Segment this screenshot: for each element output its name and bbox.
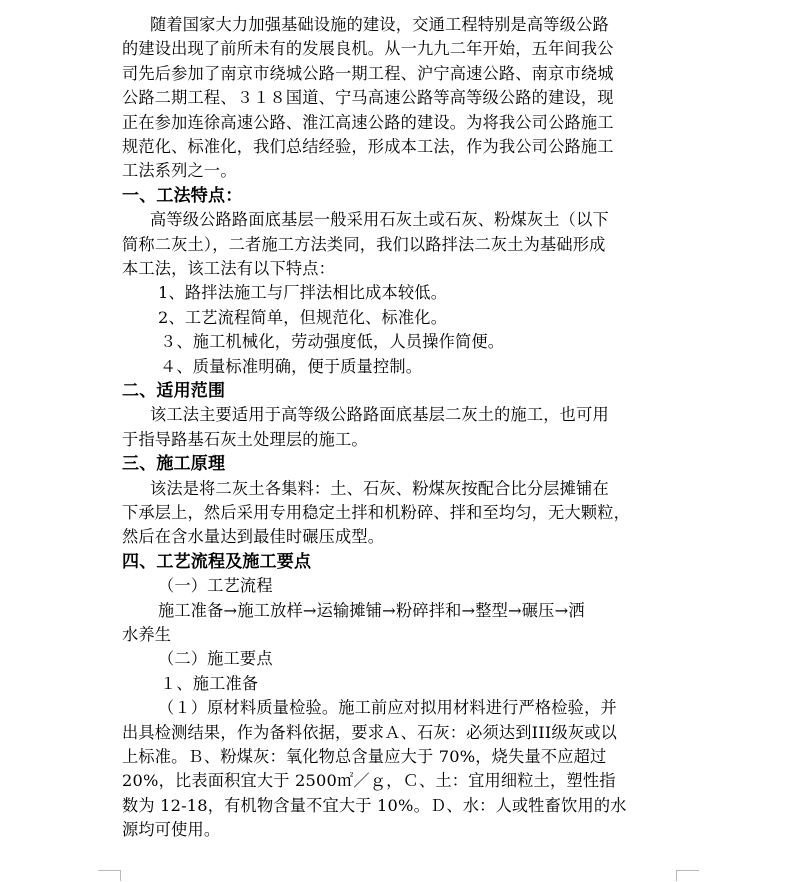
text-line: 源均可使用。 (122, 820, 221, 840)
text-line: 司先后参加了南京市绕城公路一期工程、沪宁高速公路、南京市绕城 (122, 63, 614, 83)
text-line: 该工法主要适用于高等级公路路面底基层二灰土的施工，也可用 (150, 405, 609, 425)
text-line: 工法系列之一。 (122, 161, 237, 181)
text-line: 的建设出现了前所未有的发展良机。从一九九二年开始，五年间我公 (122, 39, 614, 59)
text-line: 该法是将二灰土各集料：土、石灰、粉煤灰按配合比分层摊铺在 (150, 478, 609, 498)
text-line: 规范化、标准化，我们总结经验，形成本工法，作为我公司公路施工 (122, 137, 614, 156)
text-line: 水养生 (122, 625, 172, 644)
text-line: 随着国家大力加强基础设施的建设，交通工程特别是高等级公路 (150, 15, 609, 34)
text-line: 高等级公路路面底基层一般采用石灰土或石灰、粉煤灰土（以下 (150, 210, 609, 230)
text-line: 然后在含水量达到最佳时碾压成型。 (122, 527, 385, 547)
page-corner-mark-left (98, 870, 121, 881)
text-line: 本工法，该工法有以下特点： (122, 259, 336, 278)
section-heading: 四、工艺流程及施工要点 (122, 551, 312, 572)
text-line: 下承层上，然后采用专用稳定土拌和机粉碎、拌和至均匀，无大颗粒， (122, 503, 631, 522)
text-line: 1、路拌法施工与厂拌法相比成本较低。 (158, 283, 448, 303)
text-line: ３、施工机械化，劳动强度低，人员操作简便。 (160, 332, 505, 352)
page-corner-mark-right (676, 870, 699, 881)
text-line: 上标准。Ｂ、粉煤灰：氧化物总含量应大于 70%，烧失量不应超过 (122, 747, 607, 766)
text-line: 正在参加连徐高速公路、淮江高速公路的建设。为将我公司公路施工 (122, 112, 614, 132)
text-line: 公路二期工程、３１８国道、宁马高速公路等高等级公路的建设，现 (122, 88, 614, 108)
text-line: 20%，比表面积宜大于 2500㎡／ｇ，Ｃ、土：宜用细粒土，塑性指 (122, 771, 616, 791)
text-line: ４、质量标准明确，便于质量控制。 (160, 356, 423, 376)
text-line: 2、工艺流程简单，但规范化、标准化。 (158, 307, 448, 327)
text-line: （二）施工要点 (158, 649, 273, 669)
text-line: 出具检测结果，作为备料依据，要求Ａ、石灰：必须达到III级灰或以 (122, 722, 618, 742)
text-line: 简称二灰土），二者施工方法类同，我们以路拌法二灰土为基础形成 (122, 234, 606, 254)
text-line: 数为 12-18，有机物含量不宜大于 10%。Ｄ、水：人或牲畜饮用的水 (122, 795, 627, 815)
text-line: （１）原材料质量检验。施工前应对拟用材料进行严格检验，并 (158, 698, 617, 718)
section-heading: 二、适用范围 (122, 381, 226, 401)
text-line: （一）工艺流程 (158, 576, 273, 596)
text-line: 施工准备→施工放样→运输摊铺→粉碎拌和→整型→碾压→洒 (158, 600, 585, 620)
section-heading: 一、工法特点： (122, 185, 243, 206)
section-heading: 三、施工原理 (122, 454, 226, 475)
text-line: 于指导路基石灰土处理层的施工。 (122, 429, 368, 449)
text-line: １、施工准备 (160, 673, 259, 693)
